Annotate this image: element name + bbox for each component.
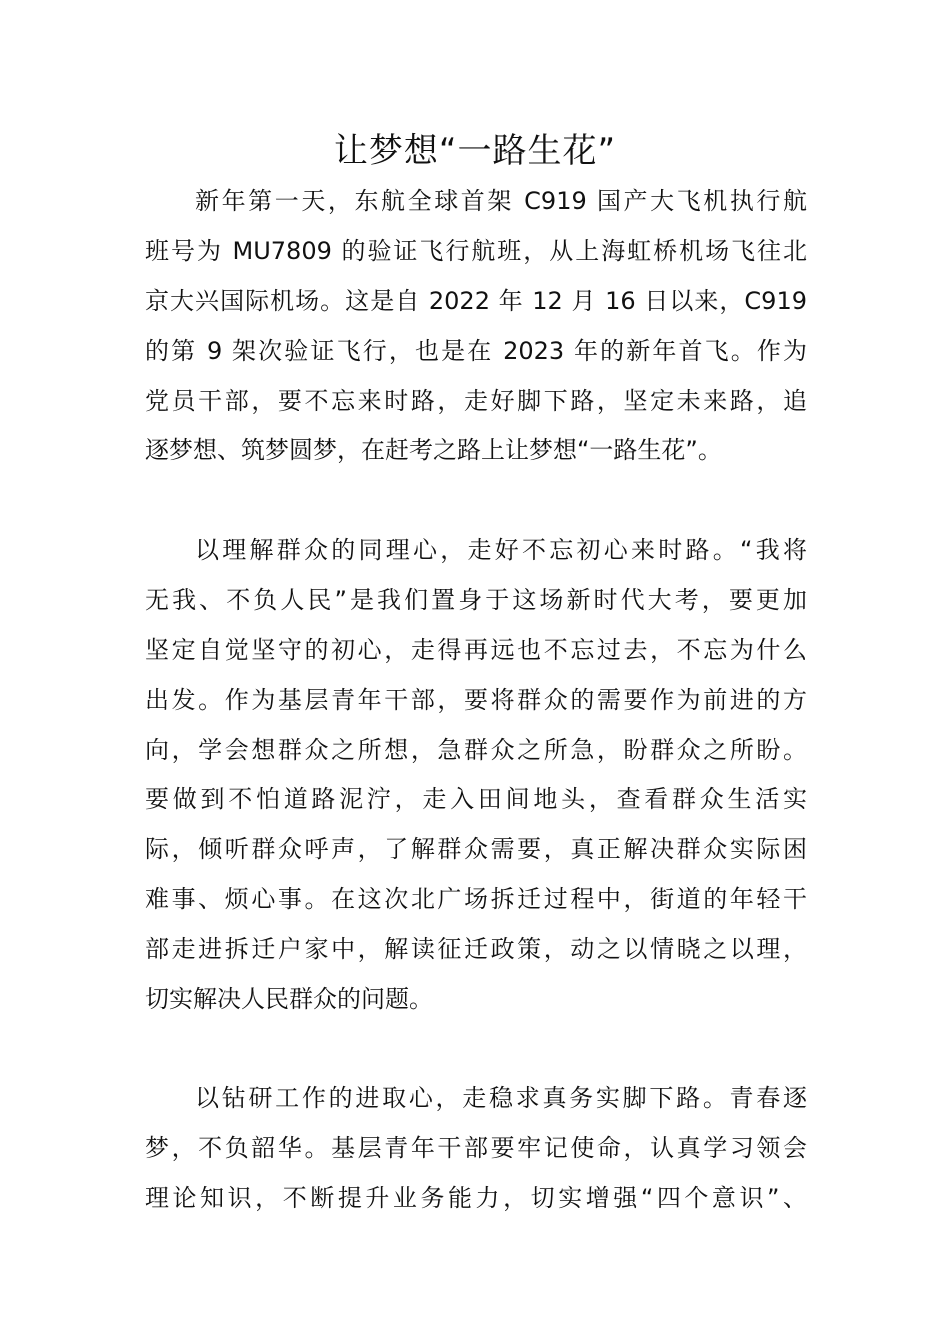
paragraph-2-line-4: 出发。作为基层青年干部，要将群众的需要作为前进的方 bbox=[145, 686, 807, 714]
paragraph-1-line-1: 新年第一天，东航全球首架 C919 国产大飞机执行航 bbox=[195, 187, 807, 215]
paragraph-2-line-10: 切实解决人民群众的问题。 bbox=[145, 985, 433, 1013]
paragraph-1-line-4: 的第 9 架次验证飞行，也是在 2023 年的新年首飞。作为 bbox=[145, 337, 807, 365]
paragraph-3-line-2: 梦，不负韶华。基层青年干部要牢记使命，认真学习领会 bbox=[145, 1134, 807, 1162]
paragraph-1-line-6: 逐梦想、筑梦圆梦，在赶考之路上让梦想“一路生花”。 bbox=[145, 436, 722, 464]
paragraph-2-line-9: 部走进拆迁户家中，解读征迁政策，动之以情晓之以理， bbox=[145, 935, 807, 963]
document-title: 让梦想“一路生花” bbox=[333, 131, 617, 171]
paragraph-3-line-3: 理论知识，不断提升业务能力，切实增强“四个意识”、 bbox=[145, 1184, 807, 1212]
paragraph-1-line-2: 班号为 MU7809 的验证飞行航班，从上海虹桥机场飞往北 bbox=[145, 237, 807, 265]
paragraph-1-line-3: 京大兴国际机场。这是自 2022 年 12 月 16 日以来，C919 bbox=[145, 287, 807, 315]
paragraph-2-line-8: 难事、烦心事。在这次北广场拆迁过程中，街道的年轻干 bbox=[145, 885, 807, 913]
paragraph-3-line-1: 以钻研工作的进取心，走稳求真务实脚下路。青春逐 bbox=[195, 1084, 807, 1112]
paragraph-2-line-2: 无我、不负人民”是我们置身于这场新时代大考，要更加 bbox=[145, 586, 807, 614]
paragraph-2-line-6: 要做到不怕道路泥泞，走入田间地头，查看群众生活实 bbox=[145, 785, 807, 813]
paragraph-2-line-7: 际，倾听群众呼声，了解群众需要，真正解决群众实际困 bbox=[145, 835, 807, 863]
paragraph-2-line-3: 坚定自觉坚守的初心，走得再远也不忘过去，不忘为什么 bbox=[145, 636, 807, 664]
paragraph-1-line-5: 党员干部，要不忘来时路，走好脚下路，坚定未来路，追 bbox=[145, 387, 807, 415]
paragraph-2-line-5: 向，学会想群众之所想，急群众之所急，盼群众之所盼。 bbox=[145, 736, 807, 764]
paragraph-2-line-1: 以理解群众的同理心，走好不忘初心来时路。“我将 bbox=[195, 536, 807, 564]
